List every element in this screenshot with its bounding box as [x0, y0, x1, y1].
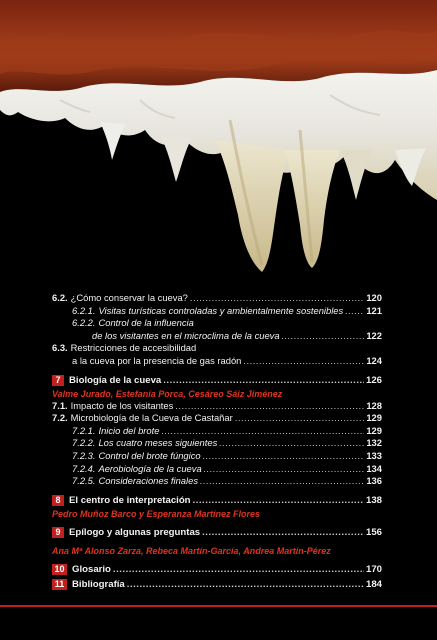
- section-number: 6.2.1.: [72, 304, 96, 316]
- toc-chapter-10[interactable]: [52, 562, 382, 577]
- section-number: 6.2.: [52, 292, 68, 303]
- dot-leader: [219, 437, 364, 450]
- section-number: 7.2.3.: [72, 449, 96, 461]
- toc-chapter-8[interactable]: [52, 493, 382, 508]
- footer-red-rule: [0, 605, 437, 607]
- cave-stalactite-image: [0, 0, 437, 285]
- section-title: Consideraciones finales: [98, 475, 199, 487]
- page-number: 129: [366, 412, 382, 424]
- toc-entry-6-2-2-cont[interactable]: [52, 330, 382, 343]
- chapter-title: Epílogo y algunas preguntas: [69, 526, 201, 538]
- page-number: 133: [366, 449, 382, 461]
- dot-leader: [190, 292, 364, 305]
- dot-leader: [204, 463, 365, 476]
- toc-entry-7-2-5[interactable]: [52, 475, 382, 488]
- page-number: 121: [366, 304, 382, 316]
- toc-entry-6-2-2[interactable]: [52, 317, 382, 330]
- page-number: 124: [366, 354, 382, 366]
- chapter-number-badge: 9: [52, 527, 64, 538]
- section-number: 7.2.: [52, 412, 68, 424]
- chapter-title: Glosario: [72, 563, 111, 575]
- dot-leader: [193, 493, 364, 508]
- toc-entry-6-3[interactable]: [52, 342, 382, 355]
- section-title: Aerobiología de la cueva: [98, 462, 202, 474]
- page-number: 138: [365, 494, 382, 506]
- section-title: ¿Cómo conservar la cueva?: [70, 292, 188, 303]
- toc-entry-7-1[interactable]: [52, 400, 382, 413]
- section-number: 7.1.: [52, 399, 68, 411]
- page-number: 184: [365, 578, 382, 590]
- toc-entry-7-2-2[interactable]: [52, 437, 382, 450]
- section-number: 7.2.5.: [72, 475, 96, 487]
- page-number: 134: [366, 462, 382, 474]
- toc-chapter-11[interactable]: [52, 577, 382, 592]
- page-number: 126: [365, 374, 382, 386]
- dot-leader: [235, 412, 365, 425]
- toc-entry-7-2-3[interactable]: [52, 450, 382, 463]
- table-of-contents: [52, 292, 382, 592]
- section-number: 6.2.2.: [72, 317, 96, 329]
- section-title: Control de la influencia: [98, 317, 194, 329]
- page-number: 132: [366, 437, 382, 449]
- toc-chapter-9[interactable]: [52, 525, 382, 540]
- toc-entry-7-2[interactable]: [52, 412, 382, 425]
- dot-leader: [163, 373, 364, 388]
- page-number: 156: [365, 526, 382, 538]
- page-number: 129: [366, 424, 382, 436]
- toc-entry-7-2-1[interactable]: [52, 425, 382, 438]
- page-number: 128: [366, 399, 382, 411]
- page-number: 136: [366, 475, 382, 487]
- section-title: Impacto de los visitantes: [70, 399, 174, 411]
- page-number: 122: [366, 329, 382, 341]
- page-number: 170: [365, 563, 382, 575]
- dot-leader: [175, 400, 364, 413]
- section-number: 7.2.4.: [72, 462, 96, 474]
- chapter-title: Biología de la cueva: [69, 374, 162, 386]
- chapter-number-badge: 8: [52, 495, 64, 506]
- dot-leader: [345, 305, 364, 318]
- chapter-number-badge: 10: [52, 564, 67, 575]
- chapter-number-badge: 11: [52, 579, 67, 590]
- toc-chapter-7[interactable]: [52, 373, 382, 388]
- section-title: Visitas turísticas controladas y ambientalmente sostenibles: [98, 304, 344, 316]
- dot-leader: [113, 562, 364, 577]
- section-title: Inicio del brote: [98, 424, 160, 436]
- chapter-title: El centro de interpretación: [69, 494, 191, 506]
- section-number: 7.2.1.: [72, 424, 96, 436]
- section-title: Microbiología de la Cueva de Castañar: [70, 412, 233, 424]
- chapter-authors: Valme Jurado, Estefanía Porca, Cesáreo Sáiz Jiménez: [52, 388, 283, 399]
- chapter-number-badge: 7: [52, 375, 64, 386]
- dot-leader: [200, 475, 364, 488]
- chapter-authors: Ana Mª Alonso Zarza, Rebeca Martín-García, Andrea Martín-Pérez: [52, 545, 331, 556]
- chapter-title: Bibliografía: [72, 578, 125, 590]
- toc-entry-6-2-1[interactable]: [52, 305, 382, 318]
- toc-entry-6-2[interactable]: [52, 292, 382, 305]
- dot-leader: [161, 425, 364, 438]
- section-number: 7.2.2.: [72, 437, 96, 449]
- section-title-continued: a la cueva por la presencia de gas radón: [72, 354, 242, 366]
- dot-leader: [282, 330, 365, 343]
- dot-leader: [203, 450, 365, 463]
- dot-leader: [202, 525, 364, 540]
- dot-leader: [243, 355, 364, 368]
- page-number: 120: [366, 292, 382, 303]
- section-number: 6.3.: [52, 342, 68, 354]
- dot-leader: [127, 577, 364, 592]
- section-title: Los cuatro meses siguientes: [98, 437, 218, 449]
- toc-entry-7-2-4[interactable]: [52, 463, 382, 476]
- toc-entry-6-3-cont[interactable]: [52, 355, 382, 368]
- chapter-authors: Pedro Muñoz Barco y Esperanza Martínez Flores: [52, 508, 261, 519]
- section-title: Control del brote fúngico: [98, 449, 201, 461]
- cave-photo: [0, 0, 437, 285]
- section-title-continued: de los visitantes en el microclima de la cueva: [92, 329, 280, 341]
- section-title: Restricciones de accesibilidad: [70, 342, 197, 354]
